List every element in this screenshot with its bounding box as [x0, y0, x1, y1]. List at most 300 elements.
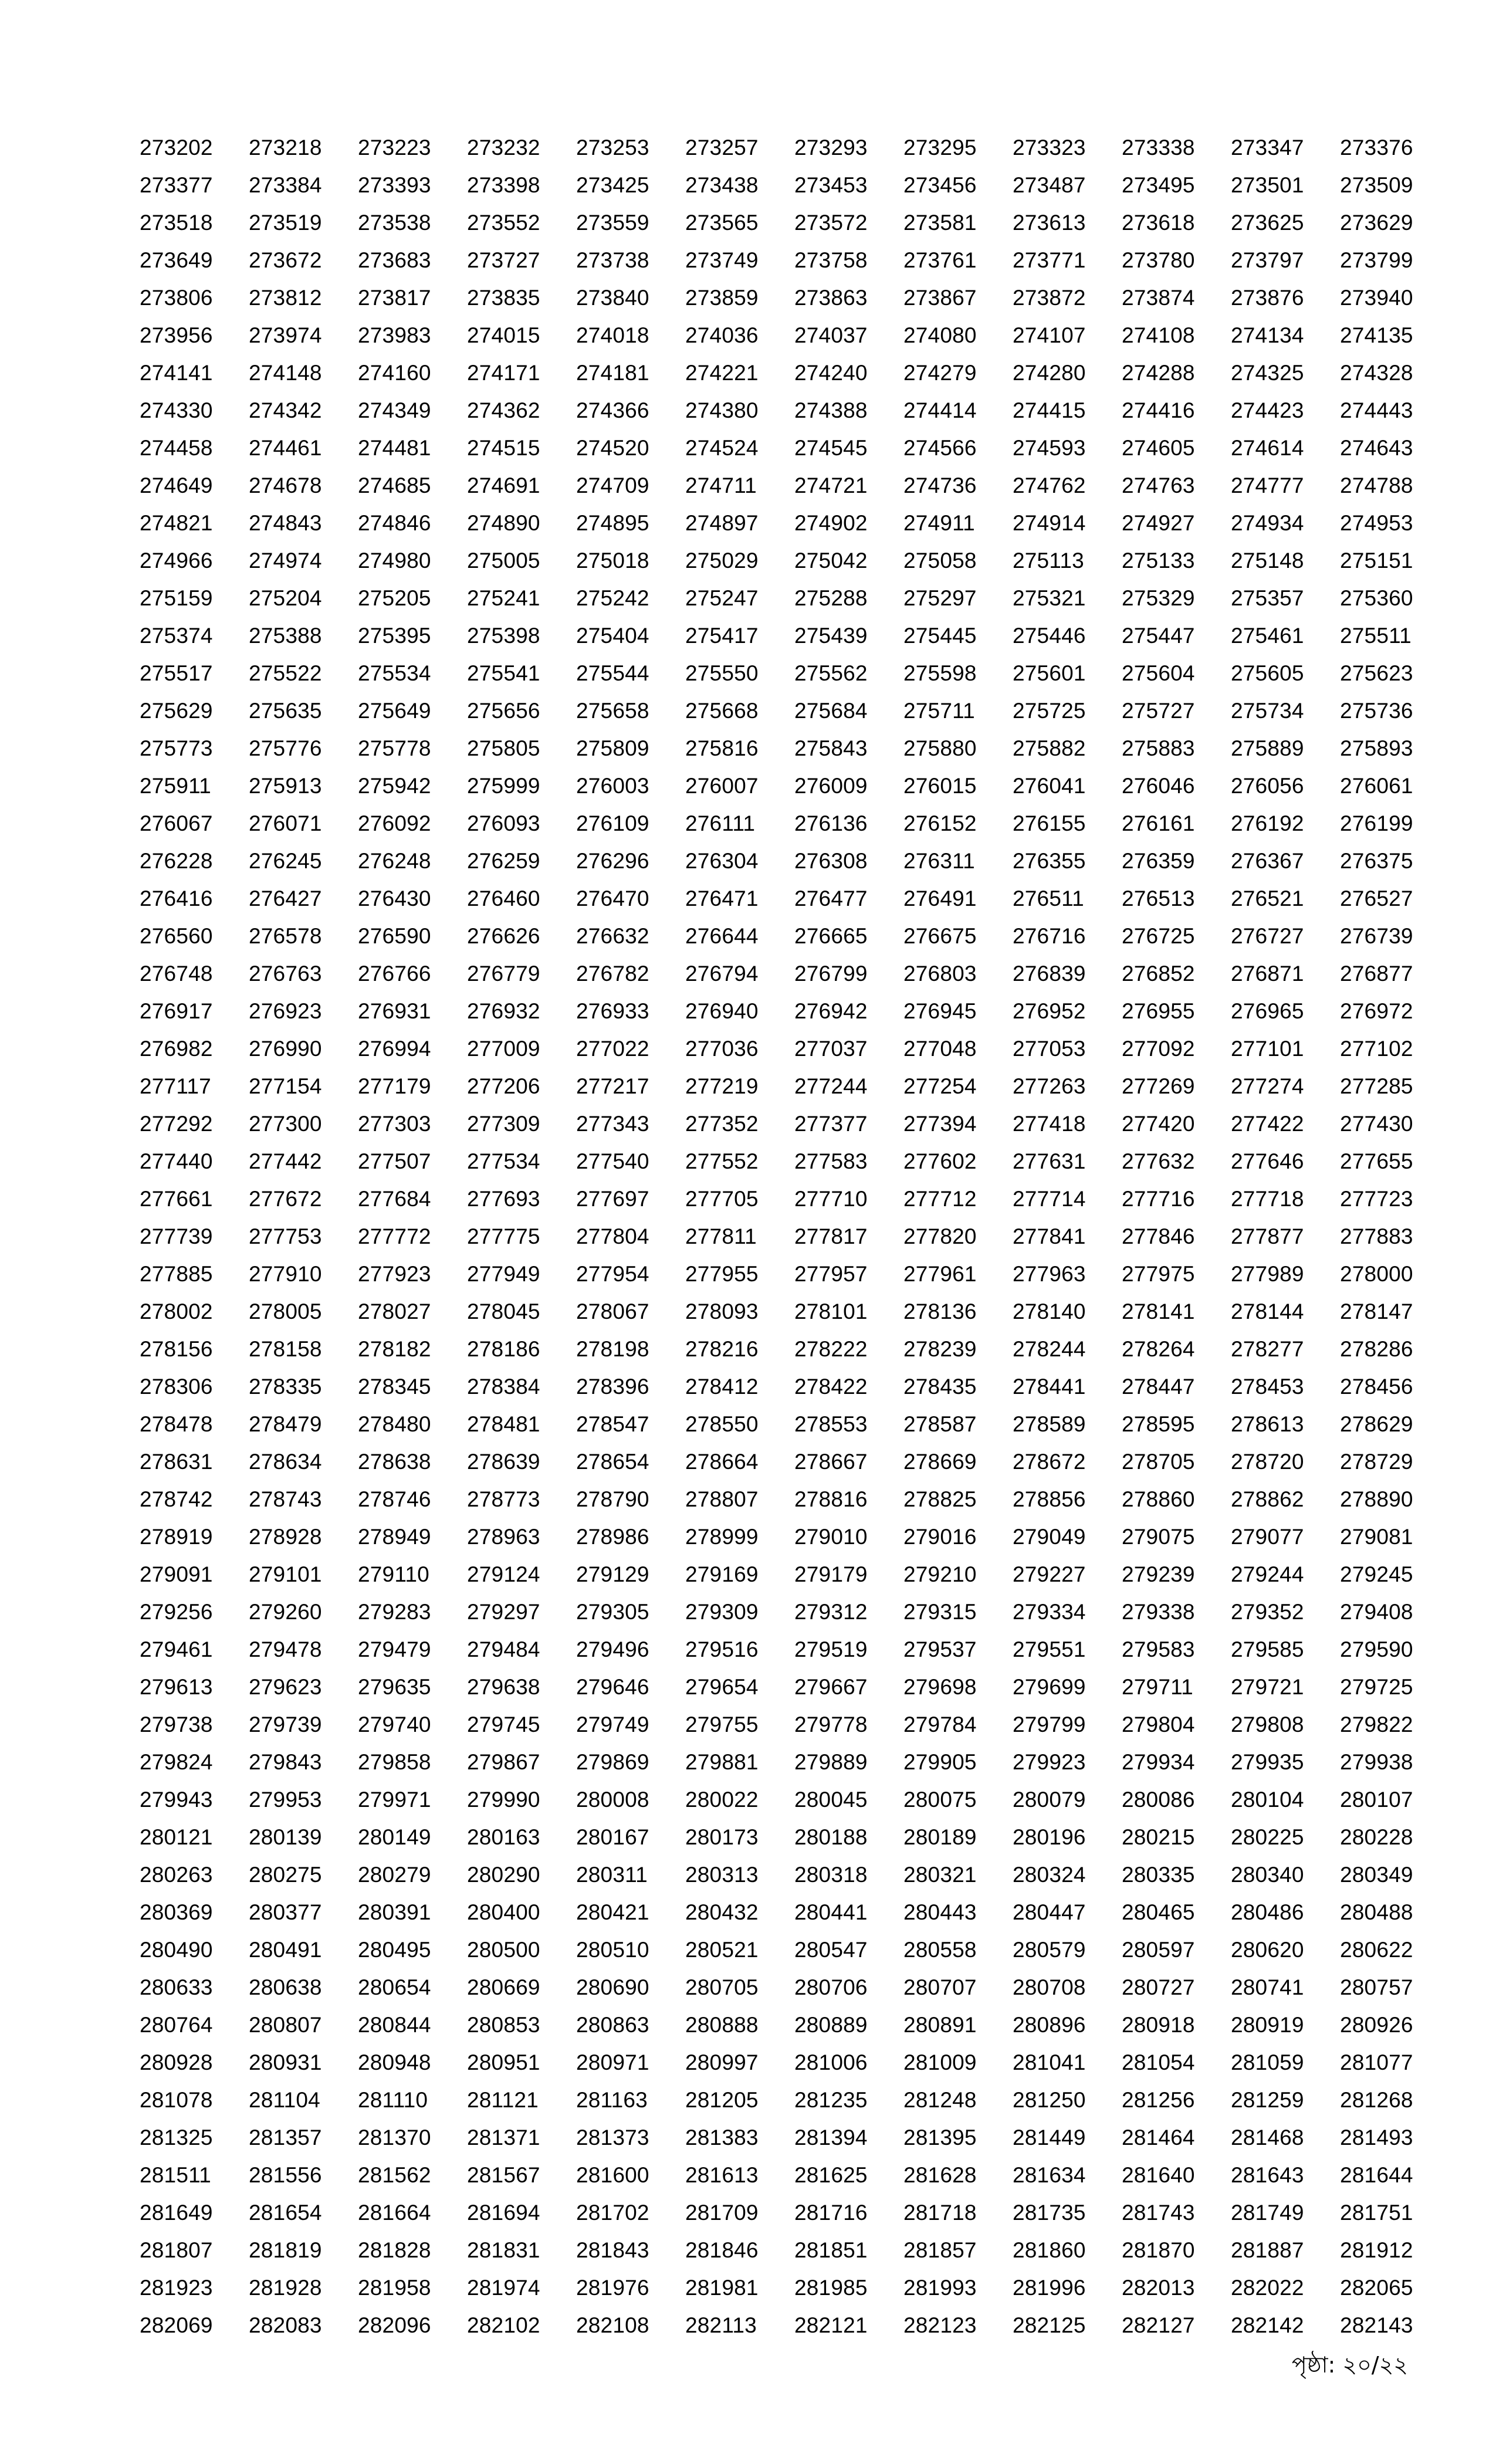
number-cell: 280491 [249, 1938, 322, 1962]
number-cell: 274974 [249, 549, 322, 573]
number-cell: 281394 [794, 2125, 868, 2150]
number-cell: 281325 [140, 2125, 213, 2150]
number-cell: 280447 [1013, 1900, 1086, 1924]
number-cell: 273940 [1340, 286, 1413, 310]
number-cell: 276491 [903, 886, 977, 911]
number-cell: 281009 [903, 2050, 977, 2074]
number-cell: 275635 [249, 699, 322, 723]
number-cell: 278746 [358, 1487, 431, 1511]
number-cell: 276799 [794, 962, 868, 986]
number-cell: 278435 [903, 1375, 977, 1399]
number-cell: 274934 [1231, 511, 1304, 535]
number-cell: 277285 [1340, 1074, 1413, 1098]
number-cell: 279169 [685, 1562, 759, 1586]
number-cell: 275151 [1340, 549, 1413, 573]
number-cell: 273872 [1013, 286, 1086, 310]
number-cell: 278453 [1231, 1375, 1304, 1399]
number-cell: 276092 [358, 811, 431, 835]
number-cell: 281468 [1231, 2125, 1304, 2150]
number-cell: 274736 [903, 473, 977, 497]
number-cell: 278244 [1013, 1337, 1086, 1361]
number-cell: 282125 [1013, 2313, 1086, 2337]
number-cell: 278672 [1013, 1450, 1086, 1474]
number-cell: 276982 [140, 1037, 213, 1061]
number-cell: 280279 [358, 1863, 431, 1887]
number-cell: 275445 [903, 624, 977, 648]
number-cell: 281556 [249, 2163, 322, 2187]
number-cell: 276136 [794, 811, 868, 835]
number-cell: 274160 [358, 361, 431, 385]
number-cell: 279646 [576, 1675, 649, 1699]
number-cell: 280579 [1013, 1938, 1086, 1962]
number-cell: 280079 [1013, 1788, 1086, 1812]
number-cell: 276590 [358, 924, 431, 948]
number-cell: 277442 [249, 1149, 322, 1173]
number-cell: 274330 [140, 398, 213, 422]
number-cell: 279297 [467, 1600, 540, 1624]
number-cell: 281383 [685, 2125, 759, 2150]
number-cell: 277841 [1013, 1224, 1086, 1248]
number-cell: 274148 [249, 361, 322, 385]
number-cell: 275247 [685, 586, 759, 610]
number-cell: 273425 [576, 173, 649, 197]
number-cell: 275727 [1122, 699, 1195, 723]
number-cell: 274890 [467, 511, 540, 535]
number-cell: 276067 [140, 811, 213, 835]
number-cell: 278595 [1122, 1412, 1195, 1436]
number-cell: 280638 [249, 1975, 322, 1999]
number-cell: 276041 [1013, 774, 1086, 798]
number-cell: 275297 [903, 586, 977, 610]
number-cell: 274423 [1231, 398, 1304, 422]
number-cell: 273625 [1231, 211, 1304, 235]
number-cell: 275562 [794, 661, 868, 685]
number-cell: 278613 [1231, 1412, 1304, 1436]
number-cell: 274902 [794, 511, 868, 535]
number-cell: 273780 [1122, 248, 1195, 272]
number-cell: 279869 [576, 1750, 649, 1774]
number-cell: 280215 [1122, 1825, 1195, 1849]
number-cell: 277420 [1122, 1112, 1195, 1136]
number-cell: 276877 [1340, 962, 1413, 986]
number-cell: 275816 [685, 736, 759, 760]
number-cell: 280707 [903, 1975, 977, 1999]
number-cell: 279551 [1013, 1637, 1086, 1661]
number-cell: 274843 [249, 511, 322, 535]
number-cell: 281395 [903, 2125, 977, 2150]
number-cell: 279227 [1013, 1562, 1086, 1586]
number-cell: 276521 [1231, 886, 1304, 911]
number-cell: 281709 [685, 2201, 759, 2225]
number-cell: 279010 [794, 1525, 868, 1549]
number-cell: 276716 [1013, 924, 1086, 948]
number-cell: 277274 [1231, 1074, 1304, 1098]
number-cell: 277534 [467, 1149, 540, 1173]
number-cell: 277883 [1340, 1224, 1413, 1248]
number-cell: 278156 [140, 1337, 213, 1361]
number-cell: 279667 [794, 1675, 868, 1699]
number-cell: 274927 [1122, 511, 1195, 535]
number-cell: 274721 [794, 473, 868, 497]
number-cell: 278286 [1340, 1337, 1413, 1361]
number-cell: 280888 [685, 2013, 759, 2037]
number-cell: 279699 [1013, 1675, 1086, 1699]
number-cell: 274036 [685, 323, 759, 347]
number-cell: 276932 [467, 999, 540, 1023]
number-cell: 279808 [1231, 1712, 1304, 1737]
number-cell: 280622 [1340, 1938, 1413, 1962]
number-cell: 280086 [1122, 1788, 1195, 1812]
number-cell: 280349 [1340, 1863, 1413, 1887]
number-cell: 275725 [1013, 699, 1086, 723]
number-cell: 273974 [249, 323, 322, 347]
number-cell: 273749 [685, 248, 759, 272]
number-cell: 280547 [794, 1938, 868, 1962]
number-cell: 273817 [358, 286, 431, 310]
number-cell: 274342 [249, 398, 322, 422]
number-cell: 273257 [685, 136, 759, 160]
number-cell: 281887 [1231, 2238, 1304, 2262]
number-cell: 273806 [140, 286, 213, 310]
number-cell: 280022 [685, 1788, 759, 1812]
number-cell: 279843 [249, 1750, 322, 1774]
number-cell: 277705 [685, 1187, 759, 1211]
number-cell: 281625 [794, 2163, 868, 2187]
number-cell: 273202 [140, 136, 213, 160]
number-cell: 276046 [1122, 774, 1195, 798]
number-cell: 279352 [1231, 1600, 1304, 1624]
number-cell: 281870 [1122, 2238, 1195, 2262]
number-cell: 277772 [358, 1224, 431, 1248]
number-cell: 279239 [1122, 1562, 1195, 1586]
number-cell: 276375 [1340, 849, 1413, 873]
number-cell: 278158 [249, 1337, 322, 1361]
number-cell: 273983 [358, 323, 431, 347]
number-cell: 275388 [249, 624, 322, 648]
number-cell: 279638 [467, 1675, 540, 1699]
number-cell: 279091 [140, 1562, 213, 1586]
number-cell: 277269 [1122, 1074, 1195, 1098]
number-cell: 277552 [685, 1149, 759, 1173]
number-cell: 281958 [358, 2276, 431, 2300]
number-cell: 275417 [685, 624, 759, 648]
number-cell: 276727 [1231, 924, 1304, 948]
number-cell: 279309 [685, 1600, 759, 1624]
number-cell: 279519 [794, 1637, 868, 1661]
number-cell: 276675 [903, 924, 977, 948]
number-cell: 276527 [1340, 886, 1413, 911]
number-cell: 281464 [1122, 2125, 1195, 2150]
number-cell: 277710 [794, 1187, 868, 1211]
number-cell: 278825 [903, 1487, 977, 1511]
number-cell: 277739 [140, 1224, 213, 1248]
number-cell: 281923 [140, 2276, 213, 2300]
number-cell: 277684 [358, 1187, 431, 1211]
number-cell: 278186 [467, 1337, 540, 1361]
number-cell: 273859 [685, 286, 759, 310]
number-cell: 273393 [358, 173, 431, 197]
number-cell: 274414 [903, 398, 977, 422]
number-cell: 277989 [1231, 1262, 1304, 1286]
number-cell: 275360 [1340, 586, 1413, 610]
number-cell: 276430 [358, 886, 431, 911]
number-cell: 277206 [467, 1074, 540, 1098]
number-cell: 278949 [358, 1525, 431, 1549]
number-cell: 280928 [140, 2050, 213, 2074]
number-cell: 279245 [1340, 1562, 1413, 1586]
number-cell: 279935 [1231, 1750, 1304, 1774]
number-cell: 279799 [1013, 1712, 1086, 1737]
number-cell: 279755 [685, 1712, 759, 1737]
number-cell: 281121 [467, 2088, 539, 2112]
number-cell: 279804 [1122, 1712, 1195, 1737]
number-cell: 276471 [685, 886, 759, 911]
number-cell: 280495 [358, 1938, 431, 1962]
number-cell: 278144 [1231, 1299, 1304, 1324]
number-cell: 274897 [685, 511, 759, 535]
number-cell: 279745 [467, 1712, 540, 1737]
number-cell: 280443 [903, 1900, 977, 1924]
number-cell: 273812 [249, 286, 322, 310]
number-cell: 276311 [903, 849, 975, 873]
number-cell: 281718 [903, 2201, 977, 2225]
number-cell: 281104 [249, 2088, 320, 2112]
number-cell: 277102 [1340, 1037, 1413, 1061]
number-cell: 280727 [1122, 1975, 1195, 1999]
number-cell: 282102 [467, 2313, 540, 2337]
number-cell: 278986 [576, 1525, 649, 1549]
number-cell: 278629 [1340, 1412, 1413, 1436]
number-cell: 281807 [140, 2238, 213, 2262]
number-cell: 279479 [358, 1637, 431, 1661]
number-cell: 278447 [1122, 1375, 1195, 1399]
number-cell: 281702 [576, 2201, 649, 2225]
number-cell: 281751 [1340, 2201, 1413, 2225]
number-cell: 275550 [685, 661, 759, 685]
number-cell: 277244 [794, 1074, 868, 1098]
number-cell: 280690 [576, 1975, 649, 1999]
number-cell: 281749 [1231, 2201, 1304, 2225]
number-cell: 278963 [467, 1525, 540, 1549]
number-cell: 274566 [903, 436, 977, 460]
number-cell: 274443 [1340, 398, 1413, 422]
number-cell: 277957 [794, 1262, 868, 1286]
number-cell: 281370 [358, 2125, 431, 2150]
number-cell: 273672 [249, 248, 322, 272]
number-cell: 278553 [794, 1412, 868, 1436]
number-cell: 274325 [1231, 361, 1304, 385]
number-cell: 277885 [140, 1262, 213, 1286]
number-cell: 278654 [576, 1450, 649, 1474]
number-cell: 273487 [1013, 173, 1086, 197]
number-cell: 276009 [794, 774, 868, 798]
number-cell: 282069 [140, 2313, 213, 2337]
number-cell: 273613 [1013, 211, 1086, 235]
number-cell: 275042 [794, 549, 868, 573]
number-cell: 282113 [685, 2313, 757, 2337]
number-cell: 273552 [467, 211, 540, 235]
number-cell: 278306 [140, 1375, 213, 1399]
number-cell: 275942 [358, 774, 431, 798]
number-cell: 275522 [249, 661, 322, 685]
number-cell: 274416 [1122, 398, 1195, 422]
number-cell: 279822 [1340, 1712, 1413, 1737]
number-cell: 281857 [903, 2238, 977, 2262]
number-cell: 277877 [1231, 1224, 1304, 1248]
number-cell: 273376 [1340, 136, 1413, 160]
number-cell: 279338 [1122, 1600, 1195, 1624]
number-cell: 281110 [358, 2088, 428, 2112]
number-cell: 279583 [1122, 1637, 1195, 1661]
number-cell: 279256 [140, 1600, 213, 1624]
number-cell: 277718 [1231, 1187, 1304, 1211]
number-cell: 277910 [249, 1262, 322, 1286]
number-cell: 276015 [903, 774, 977, 798]
number-cell: 274280 [1013, 361, 1086, 385]
number-cell: 281205 [685, 2088, 759, 2112]
number-cell: 274911 [903, 511, 975, 535]
number-cell: 278790 [576, 1487, 649, 1511]
number-cell: 279953 [249, 1788, 322, 1812]
number-cell: 281846 [685, 2238, 759, 2262]
number-cell: 275148 [1231, 549, 1304, 573]
number-cell: 273581 [903, 211, 977, 235]
number-cell: 273629 [1340, 211, 1413, 235]
number-cell: 276923 [249, 999, 322, 1023]
number-cell: 278239 [903, 1337, 977, 1361]
number-cell: 277811 [685, 1224, 757, 1248]
number-cell: 280891 [903, 2013, 977, 2037]
number-cell: 281735 [1013, 2201, 1086, 2225]
number-cell: 273438 [685, 173, 759, 197]
number-cell: 278093 [685, 1299, 759, 1324]
number-cell: 280931 [249, 2050, 322, 2074]
number-cell: 279698 [903, 1675, 977, 1699]
number-cell: 275395 [358, 624, 431, 648]
number-cell: 279315 [903, 1600, 977, 1624]
number-cell: 281613 [685, 2163, 759, 2187]
number-cell: 278481 [467, 1412, 540, 1436]
number-cell: 280490 [140, 1938, 213, 1962]
number-cell: 276152 [903, 811, 977, 835]
number-cell: 276931 [358, 999, 431, 1023]
number-cell: 275629 [140, 699, 213, 723]
number-cell: 276945 [903, 999, 977, 1023]
number-cell: 276061 [1340, 774, 1413, 798]
number-cell: 277300 [249, 1112, 322, 1136]
number-cell: 276644 [685, 924, 759, 948]
number-cell: 279938 [1340, 1750, 1413, 1774]
number-cell: 280369 [140, 1900, 213, 1924]
number-cell: 279110 [358, 1562, 429, 1586]
number-cell: 276763 [249, 962, 322, 986]
number-cell: 274762 [1013, 473, 1086, 497]
number-cell: 274366 [576, 398, 649, 422]
number-cell: 278412 [685, 1375, 759, 1399]
number-cell: 274895 [576, 511, 649, 535]
number-cell: 275357 [1231, 586, 1304, 610]
number-cell: 273649 [140, 248, 213, 272]
number-cell: 274711 [685, 473, 757, 497]
number-cell: 274388 [794, 398, 868, 422]
number-cell: 276990 [249, 1037, 322, 1061]
number-cell: 277602 [903, 1149, 977, 1173]
number-cell: 276940 [685, 999, 759, 1023]
number-cell: 280597 [1122, 1938, 1195, 1962]
number-cell: 273253 [576, 136, 649, 160]
number-cell: 280948 [358, 2050, 431, 2074]
number-cell: 277048 [903, 1037, 977, 1061]
number-cell: 278456 [1340, 1375, 1413, 1399]
number-cell: 277343 [576, 1112, 649, 1136]
number-cell: 277716 [1122, 1187, 1195, 1211]
number-cell: 282065 [1340, 2276, 1413, 2300]
number-cell: 278182 [358, 1337, 431, 1361]
number-cell: 274643 [1340, 436, 1413, 460]
number-cell: 280432 [685, 1900, 759, 1924]
number-cell: 277583 [794, 1149, 868, 1173]
number-cell: 273295 [903, 136, 977, 160]
number-cell: 276460 [467, 886, 540, 911]
number-cell: 279824 [140, 1750, 213, 1774]
number-cell: 278587 [903, 1412, 977, 1436]
number-cell: 275241 [467, 586, 540, 610]
number-cell: 276199 [1340, 811, 1413, 835]
number-cell: 275113 [1013, 549, 1084, 573]
number-cell: 280324 [1013, 1863, 1086, 1887]
number-cell: 281163 [576, 2088, 648, 2112]
number-cell: 280045 [794, 1788, 868, 1812]
number-cell: 279858 [358, 1750, 431, 1774]
number-cell: 277661 [140, 1187, 213, 1211]
number-cell: 280391 [358, 1900, 431, 1924]
number-cell: 273565 [685, 211, 759, 235]
number-cell: 276782 [576, 962, 649, 986]
number-cell: 282083 [249, 2313, 322, 2337]
number-cell: 277961 [903, 1262, 977, 1286]
number-cell: 274221 [685, 361, 759, 385]
number-cell: 282143 [1340, 2313, 1413, 2337]
number-cell: 277422 [1231, 1112, 1304, 1136]
number-cell: 278396 [576, 1375, 649, 1399]
number-cell: 277101 [1231, 1037, 1304, 1061]
number-cell: 279590 [1340, 1637, 1413, 1661]
number-cell: 279049 [1013, 1525, 1086, 1549]
number-cell: 279408 [1340, 1600, 1413, 1624]
number-cell: 276972 [1340, 999, 1413, 1023]
number-cell: 277697 [576, 1187, 649, 1211]
number-cell: 282108 [576, 2313, 649, 2337]
number-cell: 275517 [140, 661, 213, 685]
number-cell: 275598 [903, 661, 977, 685]
number-cell: 273518 [140, 211, 213, 235]
number-cell: 280121 [140, 1825, 213, 1849]
number-cell: 278720 [1231, 1450, 1304, 1474]
number-cell: 277693 [467, 1187, 540, 1211]
number-cell: 279283 [358, 1600, 431, 1624]
number-cell: 279889 [794, 1750, 868, 1774]
number-cell: 278067 [576, 1299, 649, 1324]
number-cell: 274763 [1122, 473, 1195, 497]
number-cell: 280500 [467, 1938, 540, 1962]
number-cell: 276994 [358, 1037, 431, 1061]
number-cell: 276852 [1122, 962, 1195, 986]
number-cell: 281634 [1013, 2163, 1086, 2187]
number-cell: 277036 [685, 1037, 759, 1061]
number-cell: 277117 [140, 1074, 211, 1098]
number-cell: 274593 [1013, 436, 1086, 460]
number-cell: 279613 [140, 1675, 213, 1699]
